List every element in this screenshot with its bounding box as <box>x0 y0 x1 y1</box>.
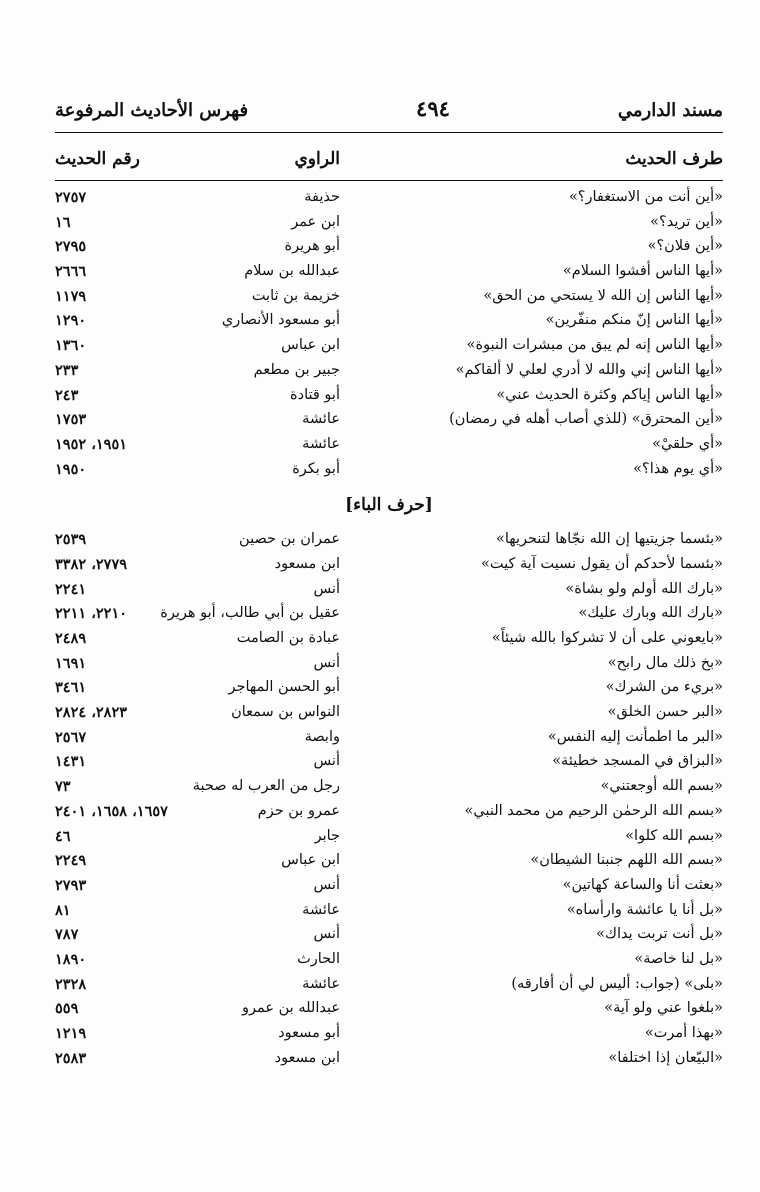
hadith-list-alif <box>55 187 723 483</box>
index-title: فهرس الأحاديث المرفوعة <box>55 100 249 121</box>
hadith-opening: «أيها الناس إنّ منكم منفّرين» <box>545 312 723 329</box>
hadith-opening: «بسم الله كلوا» <box>625 827 723 844</box>
hadith-number: ٤٦ <box>55 827 71 845</box>
hadith-number: ١٩٥١، ١٩٥٢ <box>55 435 128 453</box>
hadith-number: ٢٥٨٣ <box>55 1049 87 1067</box>
index-row <box>55 924 723 949</box>
hadith-number: ٢٤٨٩ <box>55 630 87 647</box>
hadith-opening: «أين تريد؟» <box>650 213 723 230</box>
index-row <box>55 974 723 999</box>
book-title: مسند الدارمي <box>617 100 723 121</box>
narrator: أنس <box>313 926 340 943</box>
narrator: عمران بن حصين <box>239 531 340 548</box>
index-row <box>55 385 723 410</box>
hadith-opening: «أين أنت من الاستغفار؟» <box>568 189 723 205</box>
hadith-number: ٧٨٧ <box>55 926 79 944</box>
index-row <box>55 579 723 604</box>
narrator: حذيفة <box>304 189 340 205</box>
narrator: الحارث <box>297 950 340 967</box>
index-row <box>55 459 723 484</box>
narrator: أبو الحسن المهاجر <box>228 679 340 696</box>
index-row <box>55 529 723 554</box>
section-title: [حرف الباء] <box>345 495 433 516</box>
narrator: أبو بكرة <box>292 460 340 477</box>
hadith-number: ٢٤٣ <box>55 386 79 404</box>
hadith-number: ٢٢٤١ <box>55 580 87 598</box>
hadith-number: ٢٥٣٩ <box>55 531 87 549</box>
hadith-number: ٢٧٩٣ <box>55 876 87 894</box>
narrator: عائشة <box>302 411 340 428</box>
hadith-opening: «بسم الله الرحمٰن الرحيم من محمد النبي» <box>464 802 723 819</box>
index-row <box>55 826 723 851</box>
hadith-opening: «البيّعان إذا اختلفا» <box>608 1049 723 1066</box>
hadith-opening: «أيها الناس إنه لم يبق من مبشرات النبوة» <box>466 337 723 354</box>
narrator: أنس <box>313 876 340 893</box>
hadith-opening: «بريء من الشرك» <box>605 679 723 696</box>
index-row <box>55 261 723 286</box>
index-row <box>55 310 723 335</box>
hadith-number: ١٦٩١ <box>55 654 87 672</box>
narrator: أبو قتادة <box>290 386 340 403</box>
narrator: ابن عباس <box>281 852 340 869</box>
hadith-opening: «بسم الله أوجعتني» <box>600 778 723 795</box>
narrator: رجل من العرب له صحبة <box>192 778 340 795</box>
hadith-number: ٢٧٩٥ <box>55 238 87 256</box>
narrator: أبو مسعود <box>278 1025 340 1041</box>
narrator: عائشة <box>302 975 340 992</box>
hadith-number: ١٣٦٠ <box>55 337 87 355</box>
narrator: ابن مسعود <box>274 1049 340 1066</box>
narrator: أبو هريرة <box>284 238 340 255</box>
hadith-number: ٥٥٩ <box>55 1000 79 1018</box>
hadith-number: ٢٥٦٧ <box>55 728 87 746</box>
hadith-opening: «بئسما جزيتيها إن الله نجّاها لتنحريها» <box>495 531 723 548</box>
hadith-number: ١٨٩٠ <box>55 950 87 968</box>
hadith-number: ٢٨٢٣، ٢٨٢٤ <box>55 704 128 722</box>
hadith-opening: «أيها الناس إني والله لا أدري لعلي لا ألقاكم» <box>455 361 723 378</box>
narrator: عائشة <box>302 435 340 452</box>
index-row <box>55 653 723 678</box>
index-row <box>55 998 723 1023</box>
index-row <box>55 1023 723 1048</box>
hadith-opening: «أي حلقيْ» <box>652 435 723 452</box>
hadith-number: ٢٦٦٦ <box>55 263 87 281</box>
hadith-opening: «بهذا أمرت» <box>644 1025 723 1041</box>
index-row <box>55 776 723 801</box>
hadith-number: ٧٣ <box>55 778 71 796</box>
hadith-number: ٨١ <box>55 901 71 919</box>
index-row <box>55 236 723 261</box>
hadith-opening: «بئسما لأحدكم أن يقول نسيت آية كيت» <box>481 555 723 572</box>
hadith-number: ٢٧٥٧ <box>55 189 87 206</box>
narrator: عبدالله بن عمرو <box>242 1000 340 1017</box>
hadith-opening: «بلغوا عني ولو آية» <box>604 1000 723 1017</box>
hadith-opening: «بارك الله أولم ولو بشاة» <box>565 580 723 597</box>
narrator: عبدالله بن سلام <box>244 263 340 280</box>
running-head <box>55 96 723 133</box>
narrator: خزيمة بن ثابت <box>251 287 340 304</box>
narrator: النواس بن سمعان <box>231 704 340 721</box>
hadith-number: ١٩٥٠ <box>55 460 87 478</box>
hadith-opening: «بل أنت تربت يداك» <box>596 926 723 943</box>
hadith-number: ٣٤٦١ <box>55 679 87 697</box>
index-row <box>55 286 723 311</box>
narrator: عمرو بن حزم <box>257 802 340 819</box>
index-row <box>55 1048 723 1073</box>
hadith-number: ٢٣٣ <box>55 361 79 379</box>
hadith-opening: «بعثت أنا والساعة كهاتين» <box>562 876 723 893</box>
index-row <box>55 727 723 752</box>
narrator: عبادة بن الصامت <box>236 630 340 646</box>
narrator: ابن عمر <box>291 213 340 230</box>
index-row <box>55 335 723 360</box>
narrator: أنس <box>313 580 340 597</box>
narrator: أبو مسعود الأنصاري <box>221 312 340 329</box>
hadith-opening: «بلى» (جواب: أليس لي أن أفارقه) <box>511 975 723 992</box>
hadith-opening: «بسم الله اللهم جنبنا الشيطان» <box>530 852 723 869</box>
narrator: جبير بن مطعم <box>253 361 340 378</box>
hadith-opening: «بارك الله وبارك عليك» <box>578 605 723 622</box>
index-row <box>55 850 723 875</box>
hadith-number: ٢٢١٠، ٢٢١١ <box>55 605 128 623</box>
index-row <box>55 949 723 974</box>
hadith-number: ١٢١٩ <box>55 1025 87 1042</box>
column-headers <box>55 143 723 181</box>
index-row <box>55 628 723 653</box>
narrator: وابصة <box>304 728 340 745</box>
hadith-number: ١٦٥٧، ١٦٥٨، ٢٤٠١ <box>55 802 168 820</box>
index-row <box>55 187 723 212</box>
narrator: عقيل بن أبي طالب، أبو هريرة <box>160 605 340 622</box>
index-row <box>55 554 723 579</box>
hadith-number: ١١٧٩ <box>55 287 87 305</box>
index-row <box>55 409 723 434</box>
index-row <box>55 801 723 826</box>
index-row <box>55 603 723 628</box>
index-row <box>55 751 723 776</box>
hadith-opening: «بل أنا يا عائشة وارأساه» <box>566 901 723 918</box>
column-header-number: رقم الحديث <box>55 149 140 169</box>
index-row <box>55 360 723 385</box>
hadith-number: ٢٣٢٨ <box>55 975 87 993</box>
hadith-opening: «أيها الناس إن الله لا يستحي من الحق» <box>483 287 723 304</box>
narrator: ابن مسعود <box>274 555 340 572</box>
hadith-opening: «البر ما اطمأنت إليه النفس» <box>547 728 723 745</box>
narrator: عائشة <box>302 901 340 918</box>
column-header-rawi: الراوي <box>294 149 340 169</box>
hadith-opening: «البر حسن الخلق» <box>607 704 723 721</box>
hadith-number: ١٢٩٠ <box>55 312 87 330</box>
hadith-number: ٢٧٧٩، ٣٣٨٢ <box>55 555 128 573</box>
index-row <box>55 702 723 727</box>
column-header-tarf: طرف الحديث <box>625 149 723 169</box>
hadith-opening: «أين فلان؟» <box>647 238 723 255</box>
hadith-opening: «بخ ذلك مال رابح» <box>607 654 723 671</box>
hadith-list-baa <box>55 529 723 1072</box>
index-row <box>55 875 723 900</box>
narrator: أنس <box>313 753 340 770</box>
hadith-number: ١٦ <box>55 213 71 231</box>
hadith-opening: «بل لنا خاصة» <box>634 950 723 967</box>
index-row <box>55 900 723 925</box>
narrator: أنس <box>313 654 340 671</box>
hadith-opening: «أي يوم هذا؟» <box>633 460 723 477</box>
hadith-opening: «بايعوني على أن لا تشركوا بالله شيئاً» <box>491 630 723 646</box>
index-page <box>55 96 723 1072</box>
hadith-number: ١٧٥٣ <box>55 411 87 429</box>
narrator: جابر <box>314 827 340 844</box>
hadith-opening: «أيها الناس أفشوا السلام» <box>562 263 723 280</box>
header-rule <box>55 180 723 181</box>
index-row <box>55 212 723 237</box>
hadith-opening: «أيها الناس إياكم وكثرة الحديث عني» <box>496 386 723 403</box>
index-row <box>55 677 723 702</box>
hadith-number: ٢٢٤٩ <box>55 852 87 870</box>
hadith-opening: «البزاق في المسجد خطيئة» <box>552 753 723 770</box>
hadith-opening: «أين المحترق» (للذي أصاب أهله في رمضان) <box>449 411 723 428</box>
hadith-number: ١٤٣١ <box>55 753 87 771</box>
index-row <box>55 434 723 459</box>
page-number: ٤٩٤ <box>416 96 450 121</box>
narrator: ابن عباس <box>281 337 340 354</box>
